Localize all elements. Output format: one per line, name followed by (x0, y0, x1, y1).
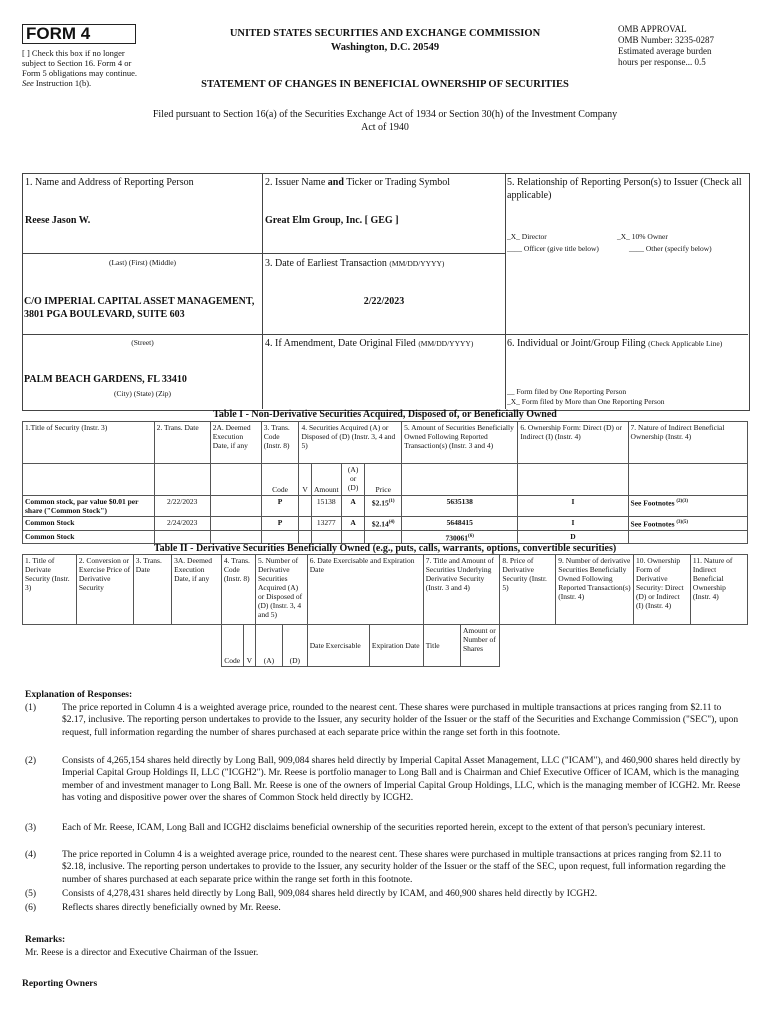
row-title: Common Stock (23, 517, 155, 531)
grid-divider (22, 253, 263, 254)
city-address: PALM BEACH GARDENS, FL 33410 (24, 374, 187, 385)
row-ad: A (341, 517, 364, 531)
footnote-text: Consists of 4,278,431 shares held directly by Long Ball, 909,084 shares held directly by ICAM, and 460,900 shares held directly by ICGH2. (62, 889, 598, 899)
footnote-number: (1) (25, 703, 37, 713)
t1-h7: 7. Nature of Indirect Beneficial Ownership (Instr. 4) (628, 422, 747, 464)
row-code: P (261, 496, 299, 517)
statement-title: STATEMENT OF CHANGES IN BENEFICIAL OWNERSHIP OF SECURITIES (201, 79, 569, 90)
relationship-label: 5. Relationship of Reporting Person(s) to Issuer (Check all applicable) (507, 177, 742, 201)
check-box-instruction: Instruction 1(b). (33, 78, 92, 88)
agency-name: UNITED STATES SECURITIES AND EXCHANGE COMMISSION (229, 28, 541, 39)
t2-h9: 9. Number of derivative Securities Beneficially Owned Following Reported Transaction(s) (Instr. 4) (556, 555, 634, 625)
check-box-text: [ ] Check this box if no longer subject to Section 16. Form 4 or Form 5 obligations may continue. (22, 48, 137, 78)
omb-title: OMB APPROVAL (618, 24, 687, 34)
grid-divider (262, 334, 748, 335)
row-amount: 15138 (311, 496, 341, 517)
street-address: C/O IMPERIAL CAPITAL ASSET MANAGEMENT, 3801 PGA BOULEVARD, SUITE 603 (24, 296, 255, 320)
footnote-number: (3) (25, 823, 37, 833)
t1-h4: 4. Securities Acquired (A) or Disposed of (D) (Instr. 3, 4 and 5) (299, 422, 402, 464)
row-owned: 730061 (445, 533, 469, 542)
row-date: 2/22/2023 (154, 496, 210, 517)
table-row (23, 496, 748, 517)
row-owned: 5635138 (402, 496, 518, 517)
remarks-text: Mr. Reese is a director and Executive Chairman of the Issuer. (25, 948, 259, 958)
t2-sub-d: (D) (282, 625, 307, 667)
row-form: I (518, 496, 628, 517)
t1-sub-ad: (A) or (D) (341, 464, 364, 496)
t2-h2: 2. Conversion or Exercise Price of Derivative Security (76, 555, 133, 625)
row-form: I (518, 517, 628, 531)
table-row (23, 517, 748, 531)
table1 (22, 421, 748, 544)
row-owned-footnote[interactable]: (6) (468, 533, 474, 539)
footnote-number: (4) (25, 850, 37, 860)
t1-sub-code: Code (261, 464, 299, 496)
t2-h6: 6. Date Exercisable and Expiration Date (307, 555, 423, 625)
t2-sub-title: Title (423, 625, 460, 667)
joint-label-text: 6. Individual or Joint/Group Filing (507, 338, 649, 349)
row-owned: 5648415 (402, 517, 518, 531)
t1-sub-price: Price (365, 464, 402, 496)
row-price: $2.15 (371, 498, 389, 508)
row-ad: A (341, 496, 364, 517)
t1-h2: 2. Trans. Date (154, 422, 210, 464)
remarks-heading: Remarks: (25, 935, 66, 945)
t2-h10: 10. Ownership Form of Derivative Security: Direct (D) or Indirect (I) (Instr. 4) (633, 555, 690, 625)
footnote-number: (5) (25, 889, 37, 899)
earliest-format: (MM/DD/YYYY) (389, 259, 445, 268)
footnote-text: The price reported in Column 4 is a weighted average price, rounded to the nearest cent. These shares were purchased in multiple transactions at prices ranging from $2.11 to $2.18, inclusive. The reporting person undertakes to provide to the Issuer, any security holder of the Issuer or the staff of the SEC, upon request, full information regarding the number of shares purchased at each separate price within the range set forth in this footnote. (62, 850, 726, 885)
name-format-label: (Last) (First) (Middle) (108, 258, 177, 267)
table1-title: Table I - Non-Derivative Securities Acquired, Disposed of, or Beneficially Owned (213, 409, 557, 420)
row-amount: 13277 (311, 517, 341, 531)
footnote-text: Reflects shares directly beneficially owned by Mr. Reese. (62, 903, 281, 913)
street-label: (Street) (131, 338, 154, 347)
footnote-number: (6) (25, 903, 37, 913)
issuer-label (265, 176, 503, 189)
grid-divider (262, 173, 263, 409)
t2-sub-amount: Amount or Number of Shares (461, 625, 500, 667)
footnote-text: Each of Mr. Reese, ICAM, Long Ball and ICGH2 disclaims beneficial ownership of the securities reported herein, except to the extent of that person's pecuniary interest. (62, 823, 706, 833)
t2-sub-expiration: Expiration Date (369, 625, 423, 667)
table2 (22, 554, 748, 667)
explanation-list (0, 702, 770, 922)
t2-h11: 11. Nature of Indirect Beneficial Ownership (Instr. 4) (690, 555, 747, 625)
filed-pursuant: Filed pursuant to Section 16(a) of the Securities Exchange Act of 1934 or Section 30(h) of the Investment Company Act of 1940 (152, 109, 618, 133)
joint-note: (Check Applicable Line) (648, 339, 723, 348)
footnote-number: (2) (25, 756, 37, 766)
issuer-label-and: and (327, 177, 344, 188)
t1-h1: 1.Title of Security (Instr. 3) (23, 422, 155, 464)
reporting-person-label: 1. Name and Address of Reporting Person (25, 177, 194, 188)
ten-percent-owner-checkbox[interactable]: _X_ 10% Owner (617, 232, 668, 241)
t1-sub-amount: Amount (311, 464, 341, 496)
reporting-person-name: Reese Jason W. (25, 215, 91, 226)
t2-h8: 8. Price of Derivative Security (Instr. 5) (500, 555, 556, 625)
t2-h7: 7. Title and Amount of Securities Underlying Derivative Security (Instr. 3 and 4) (423, 555, 500, 625)
amendment-label (265, 337, 505, 350)
row-nature: See Footnotes (630, 498, 675, 508)
city-label: (City) (State) (Zip) (113, 389, 172, 398)
t2-h1: 1. Title of Derivate Security (Instr. 3) (23, 555, 77, 625)
joint-filing-label (507, 337, 745, 350)
t1-h6: 6. Ownership Form: Direct (D) or Indirect (I) (Instr. 4) (518, 422, 628, 464)
t1-h2a: 2A. Deemed Execution Date, if any (210, 422, 261, 464)
omb-approval (618, 24, 758, 68)
explanation-heading: Explanation of Responses: (25, 690, 133, 700)
agency-address: Washington, D.C. 20549 (330, 42, 440, 53)
footnote-text: Consists of 4,265,154 shares held directly by Long Ball, 909,084 shares held directly by Imperial Capital Asset Management, LLC ("ICAM"), and 460,900 shares held directly by Imperial Capital Group Holdings II, LLC ("ICGH2"). Mr. Reese is portfolio manager to Long Ball and is Chairman and Chief Executive Officer of ICAM, which is the managing member of and investment manager to Long Ball. Mr. Reese is one of the owners of Imperial Capital Group Holdings, LLC, which is the managing member of ICGH2. Mr. Reese has voting and dispositive power over the shares of Common Stock held directly by ICGH2. (62, 756, 741, 804)
reporting-owners-heading: Reporting Owners (22, 979, 98, 989)
row-title: Common Stock (23, 530, 155, 544)
row-date: 2/24/2023 (154, 517, 210, 531)
t2-sub-code: Code (221, 625, 243, 667)
row-price-footnote[interactable]: (4) (388, 520, 395, 525)
row-price: $2.14 (371, 519, 389, 529)
earliest-label-text: 3. Date of Earliest Transaction (265, 258, 390, 269)
issuer-label-b: Ticker or Trading Symbol (343, 177, 451, 188)
check-box-see: See (22, 78, 34, 88)
t2-h3: 3. Trans. Date (133, 555, 171, 625)
form-title-box (22, 24, 136, 44)
row-nature: See Footnotes (630, 519, 675, 529)
earliest-transaction-date: 2/22/2023 (363, 296, 405, 307)
t2-sub-a: (A) (255, 625, 282, 667)
grid-divider (262, 253, 506, 254)
issuer-label-a: 2. Issuer Name (265, 177, 328, 188)
t1-h5: 5. Amount of Securities Beneficially Owned Following Reported Transaction(s) (Instr. 3 and 4) (402, 422, 518, 464)
agency-header (180, 27, 590, 55)
more-person-option[interactable]: _X_ Form filed by More than One Reporting Person (507, 397, 665, 406)
omb-burden-2: hours per response... 0.5 (618, 57, 706, 67)
grid-divider (22, 334, 263, 335)
t2-sub-exercisable: Date Exercisable (307, 625, 369, 667)
check-box-notice (22, 48, 150, 88)
row-title: Common stock, par value $0.01 per share ("Common Stock") (23, 496, 155, 517)
officer-checkbox[interactable]: ____ Officer (give title below) (507, 244, 599, 253)
grid-divider (505, 173, 506, 409)
t1-sub-v: V (299, 464, 311, 496)
t2-h4: 4. Trans. Code (Instr. 8) (221, 555, 255, 625)
row-code: P (261, 517, 299, 531)
amendment-label-text: 4. If Amendment, Date Original Filed (265, 338, 419, 349)
table-row (23, 530, 748, 544)
row-nature-footnote[interactable]: (2)(3) (676, 499, 689, 504)
director-checkbox[interactable]: _X_ Director (507, 232, 547, 241)
t2-h5: 5. Number of Derivative Securities Acquired (A) or Disposed of (D) (Instr. 3, 4 and 5) (255, 555, 307, 625)
other-checkbox[interactable]: ____ Other (specify below) (629, 244, 712, 253)
earliest-transaction-label (265, 257, 503, 270)
omb-burden-1: Estimated average burden (618, 46, 712, 56)
table2-title: Table II - Derivative Securities Beneficially Owned (e.g., puts, calls, warrants, options, convertible securities) (153, 543, 617, 554)
t2-h3a: 3A. Deemed Execution Date, if any (172, 555, 222, 625)
t1-h3: 3. Trans. Code (Instr. 8) (261, 422, 299, 464)
issuer-name: Great Elm Group, Inc. [ GEG ] (265, 215, 399, 226)
row-form: D (518, 530, 628, 544)
one-person-option[interactable]: __ Form filed by One Reporting Person (507, 387, 627, 396)
omb-number: OMB Number: 3235-0287 (618, 35, 714, 45)
footnote-text: The price reported in Column 4 is a weighted average price, rounded to the nearest cent. These shares were purchased in multiple transactions at prices ranging from $2.11 to $2.17, inclusive. The reporting person undertakes to provide to the Issuer, any security holder of the Issuer or the staff of the Securities and Exchange Commission ("SEC"), upon request, full information regarding the number of shares purchased at each separate price within the range set forth in this footnote. (62, 703, 739, 738)
row-price-footnote[interactable]: (1) (388, 499, 395, 504)
row-nature-footnote[interactable]: (3)(5) (676, 520, 689, 525)
amendment-format: (MM/DD/YYYY) (418, 339, 474, 348)
t2-sub-v: V (243, 625, 255, 667)
form-title: FORM 4 (26, 24, 91, 43)
